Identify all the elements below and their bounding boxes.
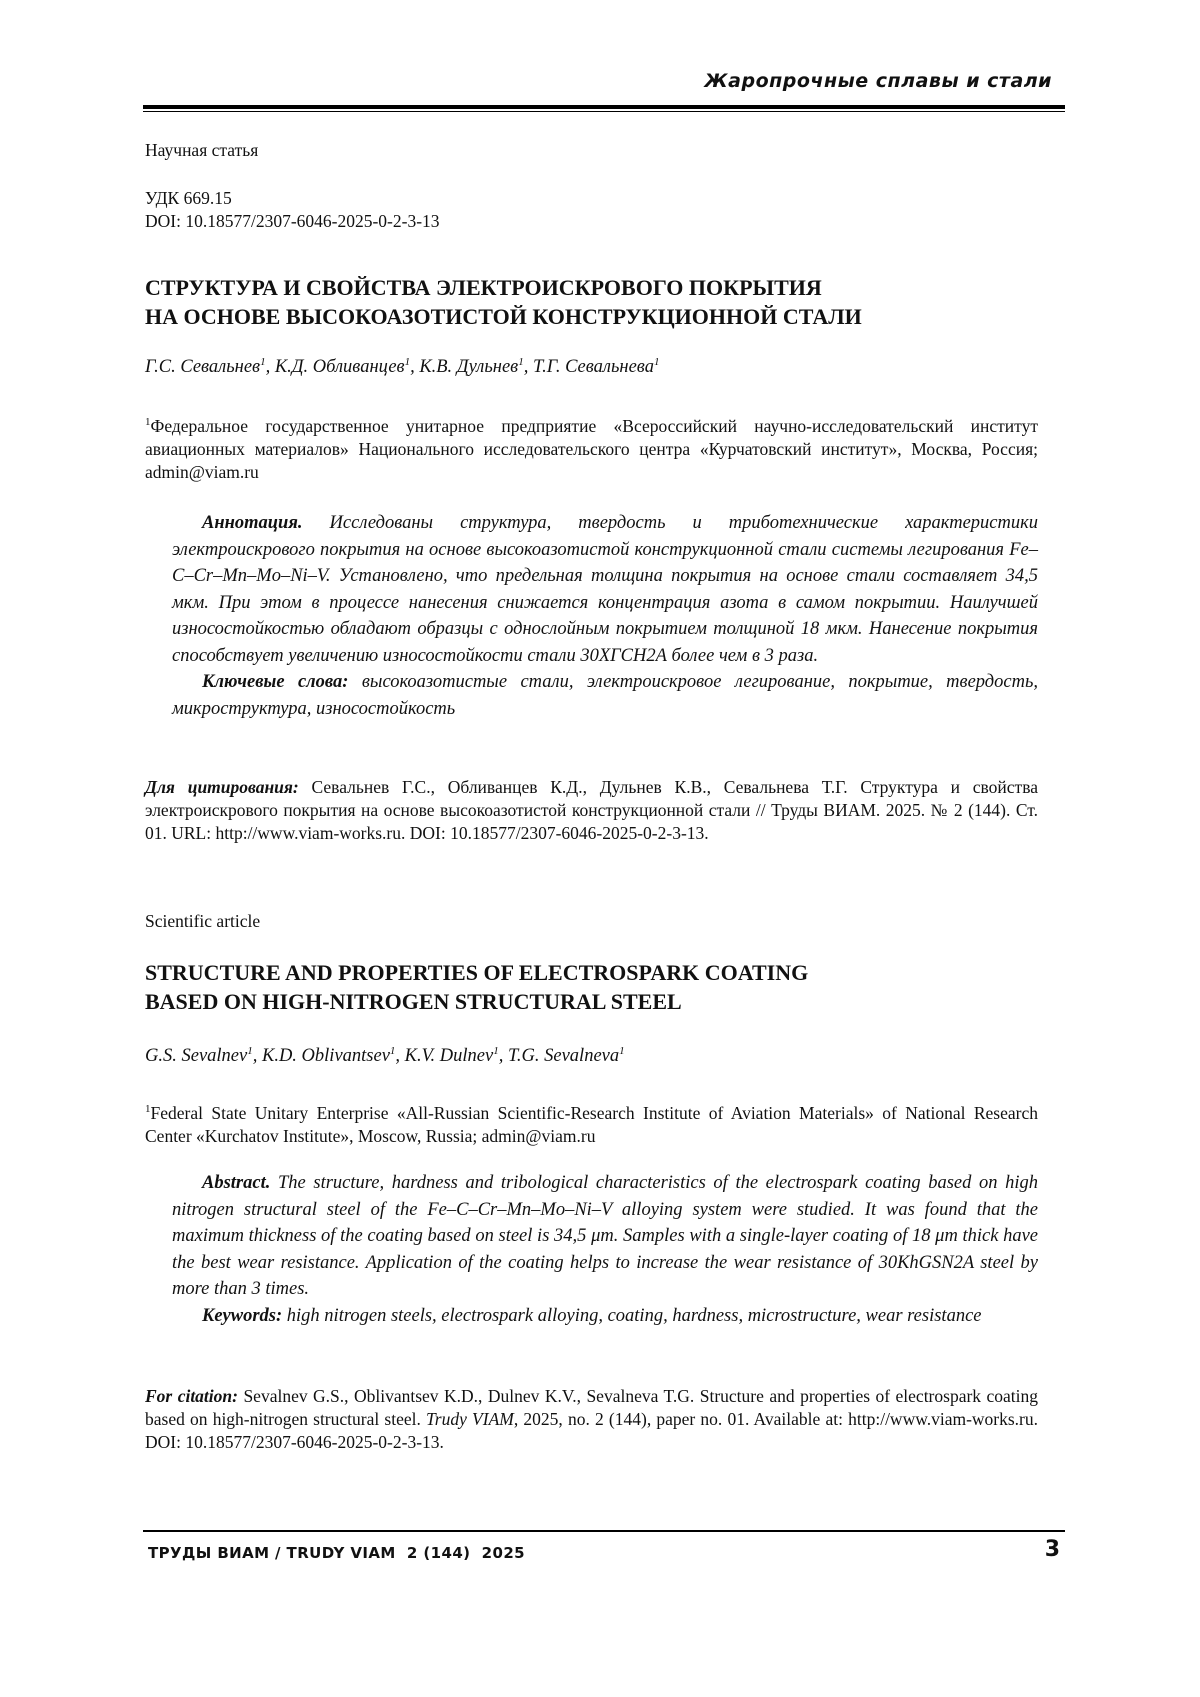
affiliation-text: Федеральное государственное унитарное предприятие «Всероссийский научно-исследовательский институт авиационных материалов» Национального исследовательского центра «Курчатовский институт», Москва, Россия; admin@viam.ru	[145, 415, 1038, 482]
abstract-text: Исследованы структура, твердость и триботехнические характеристики электроискрового покрытия на основе высокоазотистой конструкционной стали системы легирования Fe–C–Cr–Mn–Mo–Ni–V. Установлено, что предельная толщина покрытия на основе стали составляет 34,5 мкм. При этом в процессе нанесения снижается концентрация азота в самом покрытии. Наилучшей износостойкостью обладают образцы с однослойным покрытием толщиной 18 мкм. Нанесение покрытия способствует увеличению износостойкости стали 30ХГСН2А более чем в 3 раза.	[172, 513, 1039, 666]
citation-ru	[145, 776, 1038, 845]
keywords-paragraph	[172, 1303, 1038, 1330]
keywords-paragraph	[172, 669, 1038, 722]
abstract-ru	[172, 510, 1038, 722]
affiliation-mark: 1	[145, 416, 151, 428]
abstract-paragraph	[172, 1170, 1038, 1303]
citation-en	[145, 1385, 1038, 1454]
article-title-ru	[145, 273, 1055, 331]
article-title-en	[145, 958, 1055, 1016]
keywords-label: Ключевые слова:	[202, 672, 349, 692]
article-title-ru-line2: НА ОСНОВЕ ВЫСОКОАЗОТИСТОЙ КОНСТРУКЦИОННОЙ СТАЛИ	[145, 304, 862, 329]
abstract-en	[172, 1170, 1038, 1329]
author-affiliation-mark: 1	[404, 356, 411, 368]
doi-ru: DOI: 10.18577/2307-6046-2025-0-2-3-13	[145, 211, 440, 231]
header-rule-thick	[143, 105, 1065, 109]
udc-code: УДК 669.15	[145, 188, 232, 208]
citation-text-tail: , 2025, no. 2 (144), paper no. 01. Available at: http://www.viam-works.ru. DOI: 10.18577/2307-6046-2025-0-2-3-13.	[145, 1409, 1039, 1452]
author-affiliation-mark: 1	[260, 356, 266, 368]
author-name: К.Д. Обливанцев	[274, 357, 405, 378]
running-header-section-title: Жаропрочные сплавы и стали	[704, 70, 1052, 92]
author-separator: ,	[265, 357, 275, 378]
author-name: K.V. Dulnev	[404, 1046, 494, 1067]
author-name: T.G. Sevalneva	[507, 1046, 620, 1067]
author-affiliation-mark: 1	[653, 356, 660, 368]
keywords-text: high nitrogen steels, electrospark alloying, coating, hardness, microstructure, wear resistance	[286, 1305, 982, 1326]
author-separator: ,	[498, 1046, 508, 1067]
citation-text: Sevalnev G.S., Oblivantsev K.D., Dulnev K.V., Sevalneva T.G. Structure and properties of electrospark coating based on high-nitrogen structural steel.	[145, 1386, 1039, 1429]
authors-ru	[145, 356, 659, 378]
footer-journal-issue: ТРУДЫ ВИАМ / TRUDY VIAM 2 (144) 2025	[148, 1544, 526, 1562]
keywords-label: Keywords:	[202, 1305, 283, 1326]
citation-journal: Trudy VIAM	[426, 1409, 514, 1429]
affiliation-ru	[145, 411, 1038, 484]
citation-label: For citation:	[145, 1386, 238, 1406]
author-name: К.В. Дульнев	[419, 357, 519, 378]
author-separator: ,	[523, 357, 533, 378]
article-title-en-line2: BASED ON HIGH-NITROGEN STRUCTURAL STEEL	[145, 989, 682, 1014]
header-rule-thin	[143, 111, 1065, 112]
author-name: Т.Г. Севальнева	[532, 357, 654, 378]
abstract-paragraph	[172, 510, 1038, 669]
article-title-en-line1: STRUCTURE AND PROPERTIES OF ELECTROSPARK COATING	[145, 960, 809, 985]
keywords-text: высокоазотистые стали, электроискровое легирование, покрытие, твердость, микроструктура, износостойкость	[172, 672, 1039, 719]
author-name: G.S. Sevalnev	[145, 1046, 248, 1067]
abstract-label: Аннотация.	[202, 513, 303, 533]
author-affiliation-mark: 1	[518, 356, 524, 368]
author-affiliation-mark: 1	[389, 1045, 396, 1057]
abstract-text: The structure, hardness and tribological characteristics of the electrospark coating based on high nitrogen structural steel of the Fe–C–Cr–Mn–Mo–Ni–V alloying system were studied. It was found that the maximum thickness of the coating based on steel is 34,5 μm. Samples with a single-layer coating of 18 μm thick have the best wear resistance. Application of the coating helps to increase the wear resistance of 30KhGSN2A steel by more than 3 times.	[172, 1173, 1039, 1299]
author-separator: ,	[410, 357, 420, 378]
page-number: 3	[1044, 1537, 1060, 1562]
author-affiliation-mark: 1	[619, 1045, 625, 1057]
author-affiliation-mark: 1	[247, 1045, 253, 1057]
abstract-label: Abstract.	[202, 1173, 271, 1193]
author-separator: ,	[395, 1046, 405, 1067]
author-affiliation-mark: 1	[493, 1045, 499, 1057]
authors-en	[145, 1045, 625, 1067]
citation-label: Для цитирования:	[145, 777, 299, 797]
affiliation-text: Federal State Unitary Enterprise «All-Russian Scientific-Research Institute of Aviation Materials» of National Research Center «Kurchatov Institute», Moscow, Russia; admin@viam.ru	[145, 1102, 1038, 1146]
article-type-en: Scientific article	[145, 911, 261, 931]
author-name: Г.С. Севальнев	[145, 357, 261, 378]
citation-text: Севальнев Г.С., Обливанцев К.Д., Дульнев К.В., Севальнева Т.Г. Структура и свойства электроискрового покрытия на основе высокоазотистой конструкционной стали // Труды ВИАМ. 2025. № 2 (144). Ст. 01. URL: http://www.viam-works.ru. DOI: 10.18577/2307-6046-2025-0-2-3-13.	[145, 777, 1039, 843]
affiliation-mark: 1	[145, 1103, 151, 1115]
article-title-ru-line1: СТРУКТУРА И СВОЙСТВА ЭЛЕКТРОИСКРОВОГО ПОКРЫТИЯ	[145, 275, 822, 300]
article-type-ru: Научная статья	[145, 140, 259, 160]
author-separator: ,	[252, 1046, 262, 1067]
affiliation-en	[145, 1098, 1038, 1148]
author-name: K.D. Oblivantsev	[261, 1046, 390, 1067]
footer-rule	[143, 1530, 1065, 1532]
